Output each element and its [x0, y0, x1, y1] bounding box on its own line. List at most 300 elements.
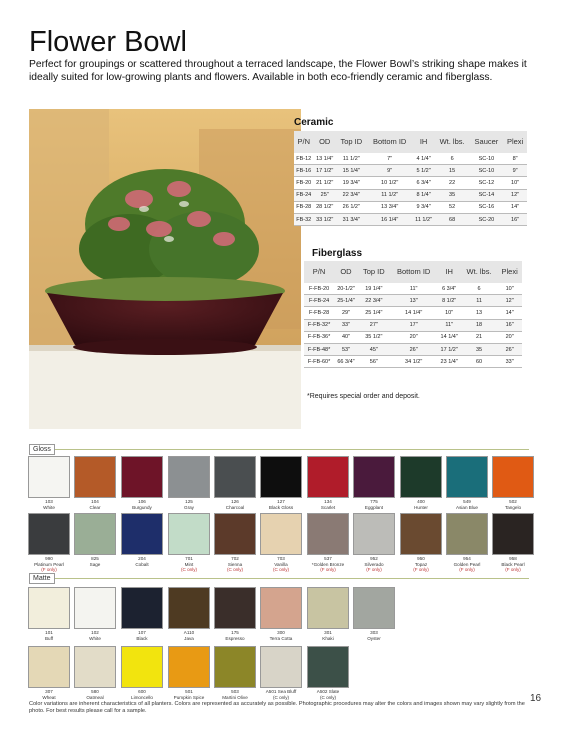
swatch-label — [214, 499, 256, 510]
table-cell: 22 3/4" — [336, 189, 367, 201]
table-cell: 35 1/2" — [358, 331, 390, 343]
color-swatch — [214, 513, 258, 573]
swatch-name: White — [43, 504, 55, 510]
table-cell: SC-14 — [470, 189, 504, 201]
swatch-name: Oatmeal — [86, 694, 104, 700]
swatch-availability: (F only) — [505, 567, 521, 572]
swatch-label — [28, 556, 70, 573]
swatch-name: Limoncello — [131, 694, 153, 700]
swatch-name: Platinum Pearl — [34, 561, 64, 567]
column-header: Saucer — [470, 131, 504, 153]
table-cell: SC-10 — [470, 153, 504, 165]
table-row — [294, 213, 527, 225]
swatch-code: 703 — [277, 556, 285, 561]
table-cell: FB-12 — [294, 153, 313, 165]
swatch-code: 103 — [45, 499, 53, 504]
swatch-code: 104 — [91, 499, 99, 504]
swatch-label — [492, 499, 534, 510]
color-swatch — [28, 587, 72, 641]
table-cell: 26" — [390, 343, 438, 355]
table-cell: F-FB-48* — [304, 343, 334, 355]
table-cell: 11 1/2" — [336, 153, 367, 165]
table-cell: 8 1/4" — [413, 189, 435, 201]
ceramic-title: Ceramic — [294, 117, 334, 128]
swatch-label — [492, 556, 534, 573]
swatch-code: 175 — [231, 630, 239, 635]
column-header: P/N — [294, 131, 313, 153]
swatch-label — [214, 689, 256, 700]
swatch-color-box — [260, 513, 302, 555]
table-cell: 6 3/4" — [438, 283, 461, 295]
table-cell: FB-24 — [294, 189, 313, 201]
color-swatch — [260, 587, 304, 641]
table-row — [304, 283, 522, 295]
swatch-name: (C only) — [319, 694, 337, 700]
table-cell: F-FB-20 — [304, 283, 334, 295]
table-cell: 5 1/2" — [413, 165, 435, 177]
swatch-code: 580 — [91, 689, 99, 694]
swatch-code: 400 — [417, 499, 425, 504]
swatch-color-box — [168, 587, 210, 629]
color-swatch — [446, 456, 490, 510]
swatch-code: 990 — [45, 556, 53, 561]
table-row — [294, 201, 527, 213]
swatch-label — [260, 689, 302, 700]
table-cell: FB-16 — [294, 165, 313, 177]
color-swatch — [307, 513, 351, 573]
table-cell: 16" — [503, 213, 527, 225]
table-cell: 22 — [435, 177, 470, 189]
table-cell: FB-32 — [294, 213, 313, 225]
swatch-code: 958 — [509, 556, 517, 561]
table-cell: 17 1/2" — [438, 343, 461, 355]
swatch-code: A501 Sea Bluff — [265, 689, 297, 694]
swatch-code: 300 — [277, 630, 285, 635]
table-cell: SC-10 — [470, 165, 504, 177]
table-cell: 13 1/4" — [313, 153, 335, 165]
swatch-label — [260, 556, 302, 573]
swatch-code: 549 — [463, 499, 471, 504]
table-cell: 6 — [435, 153, 470, 165]
fiberglass-title: Fiberglass — [312, 248, 363, 259]
swatch-name: Sienna — [227, 561, 243, 567]
table-cell: 35 — [435, 189, 470, 201]
color-swatch — [260, 513, 304, 573]
swatch-color-box — [121, 456, 163, 498]
table-cell: 11" — [438, 319, 461, 331]
swatch-label — [260, 630, 302, 641]
color-swatch — [121, 646, 165, 700]
table-cell: 20-1/2" — [334, 283, 358, 295]
swatch-color-box — [492, 513, 534, 555]
swatch-color-box — [168, 513, 210, 555]
gloss-label: Gloss — [29, 444, 55, 455]
swatch-name: Khaki — [322, 635, 334, 641]
swatch-label — [168, 499, 210, 510]
color-swatch — [214, 456, 258, 510]
column-header: Bottom ID — [367, 131, 413, 153]
table-cell: 12" — [497, 295, 522, 307]
ceramic-spec-table — [294, 131, 527, 226]
swatch-label — [168, 689, 210, 700]
footer-disclaimer: Color variations are inherent characteristics of all planters. Colors are represented as accurately as possible. Photographic procedures may alter the colors and images shown may vary slightly from the photo. For best results please call for a sample. — [29, 701, 525, 714]
swatch-name: Pumpkin Spice — [173, 694, 205, 700]
swatch-color-box — [214, 513, 256, 555]
swatch-availability: (C only) — [272, 567, 290, 572]
swatch-code: 701 — [185, 556, 193, 561]
table-cell: 25" — [313, 189, 335, 201]
swatch-code: 126 — [231, 499, 239, 504]
swatch-name: Silverado — [364, 561, 384, 567]
column-header: Wt. lbs. — [461, 261, 497, 283]
swatch-color-box — [353, 513, 395, 555]
table-cell: 14" — [497, 307, 522, 319]
swatch-availability: (F only) — [41, 567, 57, 572]
table-cell: 8 1/2" — [438, 295, 461, 307]
color-swatch — [307, 587, 351, 641]
table-row — [304, 331, 522, 343]
column-header: Top ID — [358, 261, 390, 283]
color-swatch — [74, 456, 118, 510]
table-cell: 13" — [390, 295, 438, 307]
table-row — [294, 177, 527, 189]
color-swatch — [492, 456, 536, 510]
column-header: IH — [438, 261, 461, 283]
swatch-availability: (F only) — [320, 567, 336, 572]
page-number: 16 — [530, 693, 542, 704]
table-cell: 25-1/4" — [334, 295, 358, 307]
table-cell: SC-12 — [470, 177, 504, 189]
table-cell: 13 3/4" — [367, 201, 413, 213]
swatch-label — [353, 499, 395, 510]
swatch-color-box — [28, 456, 70, 498]
table-cell: F-FB-24 — [304, 295, 334, 307]
color-swatch — [260, 456, 304, 510]
table-row — [294, 189, 527, 201]
swatch-name: Vanilla — [274, 561, 288, 567]
swatch-code: 775 — [370, 499, 378, 504]
special-order-note: *Requires special order and deposit. — [307, 393, 420, 400]
color-swatch — [307, 646, 351, 700]
color-swatch — [400, 513, 444, 573]
table-cell: 17 1/2" — [313, 165, 335, 177]
swatch-label — [168, 556, 210, 573]
table-cell: 19 1/4" — [358, 283, 390, 295]
swatch-label — [74, 630, 116, 641]
table-cell: 19 3/4" — [336, 177, 367, 189]
swatch-label — [214, 630, 256, 641]
table-cell: 14 1/4" — [438, 331, 461, 343]
swatch-code: 301 — [324, 630, 332, 635]
table-cell: 11 1/2" — [413, 213, 435, 225]
table-cell: 33" — [334, 319, 358, 331]
swatch-code: 107 — [138, 630, 146, 635]
swatch-color-box — [492, 456, 534, 498]
swatch-color-box — [353, 587, 395, 629]
table-cell: 14" — [503, 201, 527, 213]
swatch-color-box — [28, 513, 70, 555]
color-swatch — [168, 587, 212, 641]
swatch-name: Tangelo — [504, 504, 522, 510]
table-row — [304, 356, 522, 368]
page-title: Flower Bowl — [29, 26, 187, 58]
swatch-name: Cobalt — [135, 561, 149, 567]
swatch-color-box — [74, 587, 116, 629]
table-cell: 35 — [461, 343, 497, 355]
table-row — [294, 153, 527, 165]
table-cell: 4 1/4" — [413, 153, 435, 165]
swatch-name: Charcoal — [225, 504, 245, 510]
table-cell: 10" — [503, 177, 527, 189]
color-swatch — [353, 513, 397, 573]
table-cell: FB-20 — [294, 177, 313, 189]
fiberglass-spec-table — [304, 261, 522, 368]
swatch-availability: (F only) — [459, 567, 475, 572]
swatch-name: Burgundy — [132, 504, 152, 510]
swatch-color-box — [307, 513, 349, 555]
swatch-label — [307, 630, 349, 641]
swatch-code: 503 — [231, 689, 239, 694]
color-swatch — [28, 456, 72, 510]
swatch-color-box — [446, 456, 488, 498]
table-cell: 14 1/4" — [390, 307, 438, 319]
swatch-code: 125 — [185, 499, 193, 504]
color-swatch — [168, 456, 212, 510]
swatch-label — [353, 556, 395, 573]
swatch-label — [307, 556, 349, 573]
swatch-availability: (F only) — [413, 567, 429, 572]
swatch-code: A110 — [183, 630, 195, 635]
color-swatch — [446, 513, 490, 573]
matte-label: Matte — [29, 573, 55, 584]
swatch-color-box — [446, 513, 488, 555]
table-cell: 11 1/2" — [367, 189, 413, 201]
swatch-label — [260, 499, 302, 510]
swatch-name: Black — [136, 635, 148, 641]
swatch-color-box — [74, 646, 116, 688]
swatch-code: 950 — [417, 556, 425, 561]
table-cell: 16" — [497, 319, 522, 331]
swatch-color-box — [400, 513, 442, 555]
color-swatch — [492, 513, 536, 573]
table-cell: 22 3/4" — [358, 295, 390, 307]
swatch-name: Eggplant — [364, 504, 384, 510]
table-cell: 26 1/2" — [336, 201, 367, 213]
table-cell: 34 1/2" — [390, 356, 438, 368]
table-cell: 28 1/2" — [313, 201, 335, 213]
swatch-label — [28, 689, 70, 700]
swatch-code: 702 — [231, 556, 239, 561]
swatch-color-box — [168, 456, 210, 498]
column-header: Top ID — [336, 131, 367, 153]
swatch-color-box — [28, 587, 70, 629]
column-header: IH — [413, 131, 435, 153]
table-cell: 18 — [461, 319, 497, 331]
table-row — [304, 295, 522, 307]
swatch-color-box — [260, 646, 302, 688]
table-cell: 21 — [461, 331, 497, 343]
swatch-label — [400, 499, 442, 510]
color-swatch — [168, 646, 212, 700]
swatch-name: Sage — [89, 561, 101, 567]
swatch-color-box — [28, 646, 70, 688]
table-cell: 9" — [367, 165, 413, 177]
swatch-name: Golden Pearl — [453, 561, 481, 567]
swatch-color-box — [307, 646, 349, 688]
swatch-name: Black Pearl — [501, 561, 525, 567]
swatch-label — [28, 630, 70, 641]
swatch-name: Asian Blue — [456, 504, 478, 510]
swatch-label — [74, 689, 116, 700]
swatch-code: 101 — [45, 630, 53, 635]
swatch-label — [214, 556, 256, 573]
column-header: Wt. lbs. — [435, 131, 470, 153]
swatch-code: 204 — [138, 556, 146, 561]
table-cell: 12" — [503, 189, 527, 201]
color-swatch — [28, 513, 72, 573]
swatch-label — [121, 630, 163, 641]
swatch-color-box — [74, 456, 116, 498]
table-cell: 52 — [435, 201, 470, 213]
table-cell: F-FB-60* — [304, 356, 334, 368]
swatch-label — [446, 499, 488, 510]
table-row — [304, 319, 522, 331]
swatch-code: 537 — [324, 556, 332, 561]
swatch-label — [307, 689, 349, 700]
swatch-name: Martini Olive — [222, 694, 248, 700]
table-cell: 11" — [390, 283, 438, 295]
swatch-color-box — [214, 587, 256, 629]
swatch-code: 954 — [463, 556, 471, 561]
swatch-code: 825 — [91, 556, 99, 561]
swatch-name: Clear — [89, 504, 101, 510]
swatch-color-box — [260, 587, 302, 629]
swatch-name: Oyster — [367, 635, 381, 641]
color-swatch — [121, 456, 165, 510]
table-cell: 56" — [358, 356, 390, 368]
color-swatch — [400, 456, 444, 510]
color-swatch — [353, 456, 397, 510]
table-row — [304, 343, 522, 355]
column-header: Plexi — [497, 261, 522, 283]
color-swatch — [214, 646, 258, 700]
swatch-color-box — [74, 513, 116, 555]
table-cell: 10 1/2" — [367, 177, 413, 189]
swatch-code: 102 — [91, 630, 99, 635]
swatch-name: Scarlet — [320, 504, 336, 510]
table-cell: 29" — [334, 307, 358, 319]
swatch-code: 127 — [277, 499, 285, 504]
table-cell: 20" — [497, 331, 522, 343]
table-cell: 23 1/4" — [438, 356, 461, 368]
swatch-color-box — [307, 587, 349, 629]
swatch-color-box — [400, 456, 442, 498]
table-cell: 11 — [461, 295, 497, 307]
table-cell: 33" — [497, 356, 522, 368]
table-cell: 15 1/4" — [336, 165, 367, 177]
swatch-color-box — [121, 513, 163, 555]
table-cell: F-FB-32* — [304, 319, 334, 331]
swatch-code: 106 — [138, 499, 146, 504]
table-cell: 45" — [358, 343, 390, 355]
swatch-color-box — [168, 646, 210, 688]
swatch-label — [74, 499, 116, 510]
column-header: Plexi — [503, 131, 527, 153]
color-swatch — [74, 587, 118, 641]
swatch-name: Gray — [184, 504, 194, 510]
table-cell: 26" — [497, 343, 522, 355]
swatch-code: 303 — [370, 630, 378, 635]
swatch-availability: (C only) — [226, 567, 244, 572]
color-swatch — [74, 646, 118, 700]
color-swatch — [353, 587, 397, 641]
table-cell: F-FB-28 — [304, 307, 334, 319]
table-cell: 33 1/2" — [313, 213, 335, 225]
table-cell: 31 3/4" — [336, 213, 367, 225]
swatch-code: 952 — [370, 556, 378, 561]
swatch-label — [121, 499, 163, 510]
swatch-color-box — [121, 587, 163, 629]
table-cell: F-FB-36* — [304, 331, 334, 343]
swatch-color-box — [214, 456, 256, 498]
swatch-label — [168, 630, 210, 641]
swatch-label — [121, 689, 163, 700]
table-cell: 7" — [367, 153, 413, 165]
table-cell: 8" — [503, 153, 527, 165]
column-header: OD — [313, 131, 335, 153]
table-cell: 53" — [334, 343, 358, 355]
color-swatch — [121, 587, 165, 641]
color-swatch — [307, 456, 351, 510]
color-swatch — [28, 646, 72, 700]
swatch-name: Buff — [44, 635, 54, 641]
table-cell: 15 — [435, 165, 470, 177]
table-cell: 10" — [438, 307, 461, 319]
table-cell: FB-28 — [294, 201, 313, 213]
table-row — [294, 165, 527, 177]
swatch-code: 502 — [509, 499, 517, 504]
table-cell: 16 1/4" — [367, 213, 413, 225]
color-swatch — [121, 513, 165, 567]
swatch-label — [74, 556, 116, 567]
swatch-color-box — [353, 456, 395, 498]
table-cell: SC-20 — [470, 213, 504, 225]
color-swatch — [260, 646, 304, 700]
table-cell: 9 3/4" — [413, 201, 435, 213]
swatch-name: Mint — [184, 561, 194, 567]
swatch-name: Java — [184, 635, 194, 641]
table-cell: 21 1/2" — [313, 177, 335, 189]
swatch-color-box — [307, 456, 349, 498]
swatch-name: (C only) — [272, 694, 290, 700]
swatch-availability: (C only) — [180, 567, 198, 572]
swatch-code: 501 — [185, 689, 193, 694]
color-swatch — [214, 587, 258, 641]
swatch-label — [353, 630, 395, 641]
table-cell: 6 — [461, 283, 497, 295]
swatch-name: *Golden Bronze — [311, 561, 345, 567]
swatch-color-box — [214, 646, 256, 688]
swatch-label — [446, 556, 488, 573]
swatch-name: Hunter — [414, 504, 428, 510]
swatch-color-box — [121, 646, 163, 688]
column-header: OD — [334, 261, 358, 283]
table-cell: 20" — [390, 331, 438, 343]
swatch-label — [400, 556, 442, 573]
table-cell: 60 — [461, 356, 497, 368]
swatch-name: White — [89, 635, 101, 641]
table-cell: 9" — [503, 165, 527, 177]
